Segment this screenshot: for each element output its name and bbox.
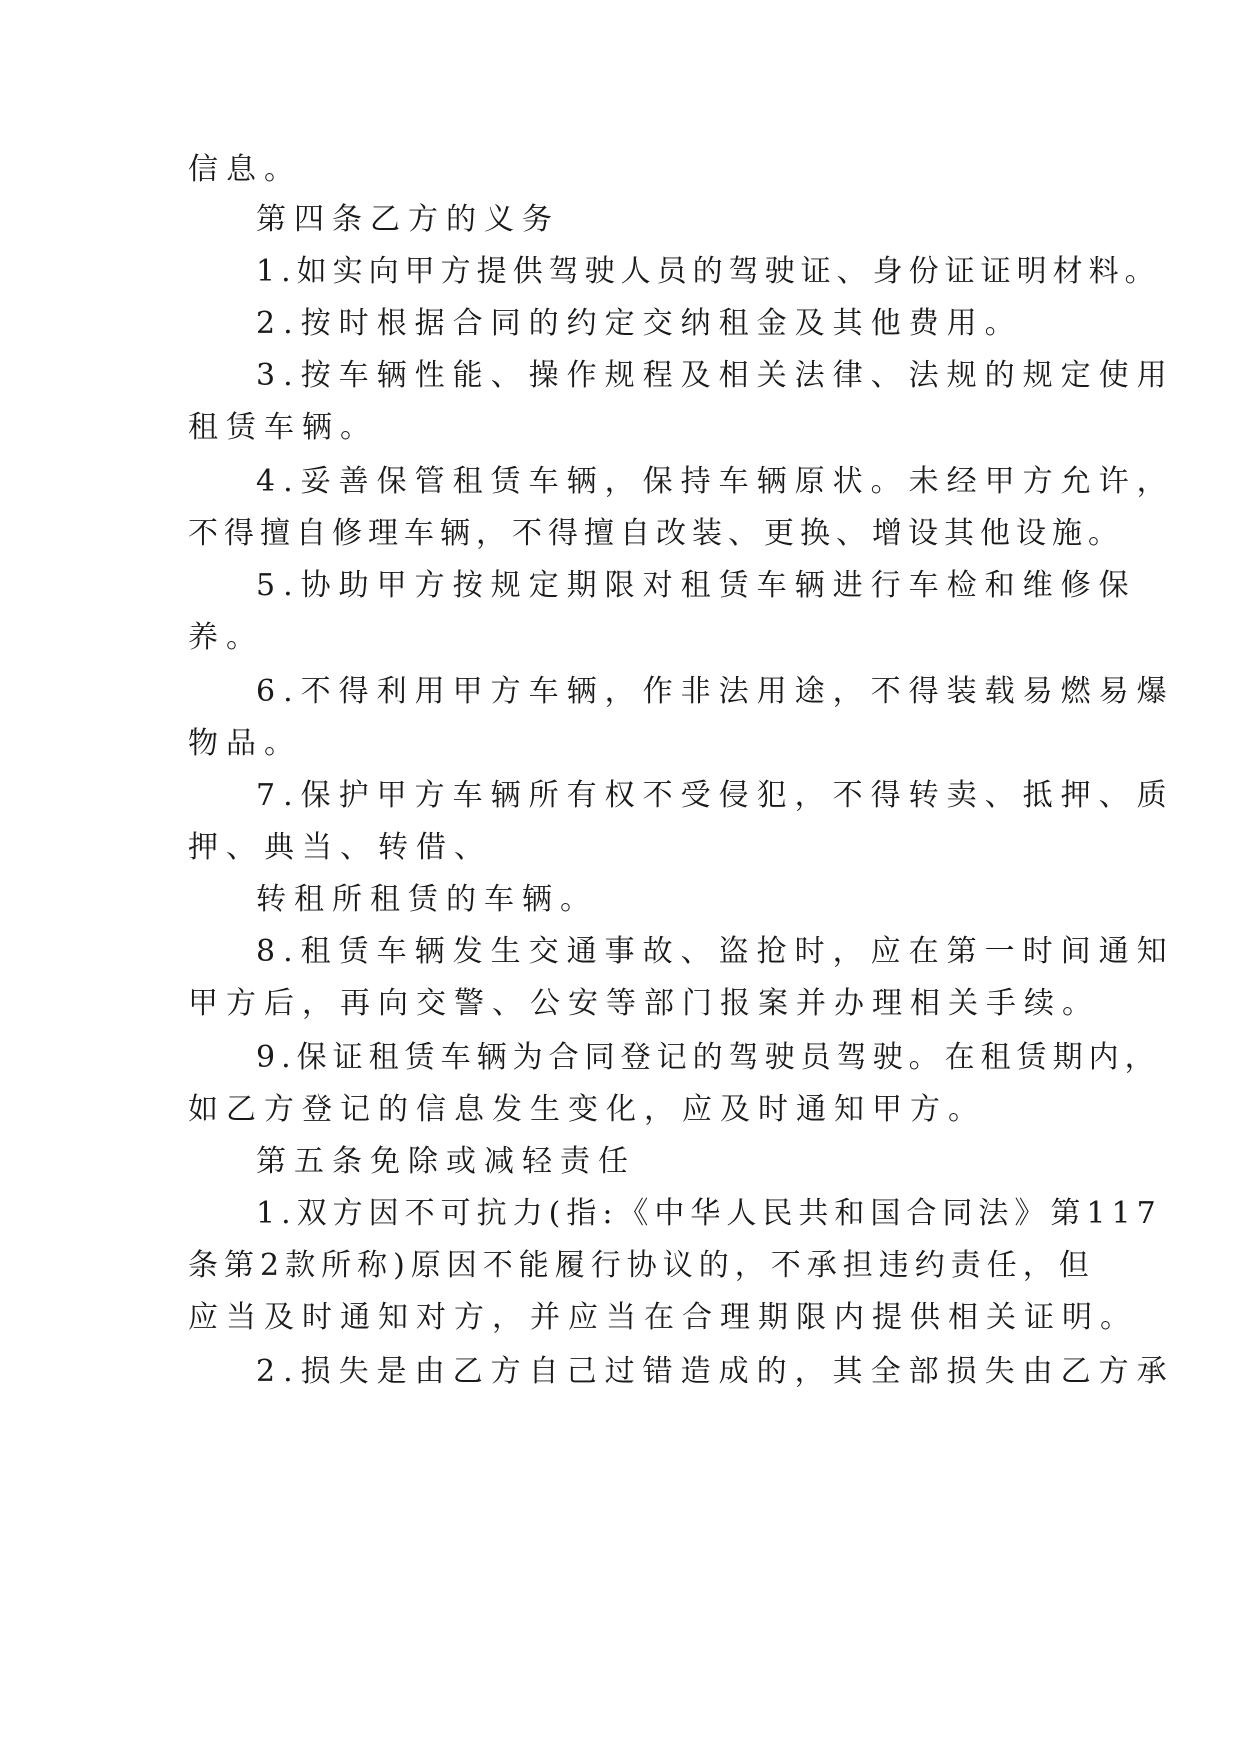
text-line: 押、典当、转借、 [188,830,492,865]
section-heading: 第五条免除或减轻责任 [256,1144,636,1179]
text-line: 9.保证租赁车辆为合同登记的驾驶员驾驶。在租赁期内， [256,1040,1161,1075]
text-line: 4.妥善保管租赁车辆，保持车辆原状。未经甲方允许， [256,464,1175,499]
section-heading: 第四条乙方的义务 [256,202,560,237]
text-line: 养。 [188,620,264,655]
text-line: 3.按车辆性能、操作规程及相关法律、法规的规定使用 [256,358,1175,393]
text-line: 7.保护甲方车辆所有权不受侵犯，不得转卖、抵押、质 [256,778,1175,813]
text-line: 不得擅自修理车辆，不得擅自改装、更换、增设其他设施。 [188,516,1124,551]
text-line: 应当及时通知对方，并应当在合理期限内提供相关证明。 [188,1300,1138,1335]
text-line: 2.按时根据合同的约定交纳租金及其他费用。 [256,306,1023,341]
text-line: 2.损失是由乙方自己过错造成的，其全部损失由乙方承 [256,1354,1175,1389]
text-line: 5.协助甲方按规定期限对租赁车辆进行车检和维修保 [256,568,1137,603]
text-line: 租赁车辆。 [188,410,378,445]
text-line: 1.如实向甲方提供驾驶人员的驾驶证、身份证证明材料。 [256,254,1161,289]
text-line: 1.双方因不可抗力(指:《中华人民共和国合同法》第117 [256,1196,1162,1231]
text-line: 物品。 [188,726,302,761]
text-line: 6.不得利用甲方车辆，作非法用途，不得装载易燃易爆 [256,674,1175,709]
text-line: 信息。 [188,152,302,187]
text-line: 8.租赁车辆发生交通事故、盗抢时，应在第一时间通知 [256,934,1175,969]
text-line: 如乙方登记的信息发生变化，应及时通知甲方。 [188,1092,986,1127]
text-line: 甲方后，再向交警、公安等部门报案并办理相关手续。 [188,986,1100,1021]
text-line: 转租所租赁的车辆。 [256,882,598,917]
text-line: 条第2款所称)原因不能履行协议的，不承担违约责任，但 [188,1248,1095,1283]
